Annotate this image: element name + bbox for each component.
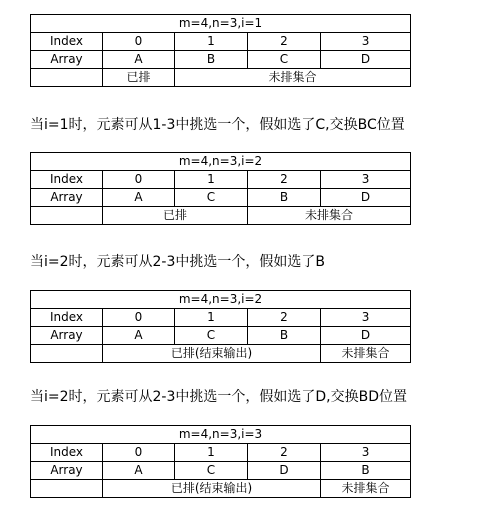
unsorted-label: 未排集合 (248, 207, 411, 225)
array-cell: B (248, 189, 321, 207)
index-cell: 2 (248, 444, 321, 462)
caption-1: 当i=1时，元素可从1-3中挑选一个，假如选了C,交换BC位置 (30, 117, 405, 133)
array-label: Array (31, 462, 103, 480)
partition-row (31, 480, 411, 498)
blank-cell (31, 69, 103, 87)
unsorted-label: 未排集合 (321, 345, 411, 363)
index-cell: 3 (321, 444, 411, 462)
index-cell: 0 (103, 309, 175, 327)
array-cell: C (175, 327, 248, 345)
partition-row (31, 69, 411, 87)
sorted-label: 已排(结束输出) (103, 345, 321, 363)
index-cell: 1 (175, 33, 248, 51)
index-cell: 2 (248, 309, 321, 327)
partition-row (31, 345, 411, 363)
index-label: Index (31, 171, 103, 189)
array-cell: A (103, 327, 175, 345)
sorted-label: 已排(结束输出) (103, 480, 321, 498)
array-cell: B (175, 51, 248, 69)
permutation-table-1 (30, 14, 411, 87)
array-cell: C (175, 189, 248, 207)
array-row (31, 189, 411, 207)
array-cell: A (103, 51, 175, 69)
partition-row (31, 207, 411, 225)
blank-cell (31, 480, 103, 498)
table-header: m=4,n=3,i=2 (31, 291, 411, 309)
permutation-table-2 (30, 152, 411, 225)
array-label: Array (31, 327, 103, 345)
index-cell: 3 (321, 309, 411, 327)
array-cell: D (321, 327, 411, 345)
index-cell: 0 (103, 171, 175, 189)
index-row (31, 444, 411, 462)
index-label: Index (31, 309, 103, 327)
caption-3: 当i=2时，元素可从2-3中挑选一个，假如选了D,交换BD位置 (30, 389, 408, 405)
index-row (31, 171, 411, 189)
array-cell: D (321, 51, 411, 69)
sorted-label: 已排 (103, 69, 175, 87)
index-cell: 0 (103, 444, 175, 462)
unsorted-label: 未排集合 (175, 69, 411, 87)
array-row (31, 51, 411, 69)
index-cell: 1 (175, 309, 248, 327)
index-row (31, 309, 411, 327)
blank-cell (31, 207, 103, 225)
index-cell: 1 (175, 171, 248, 189)
index-label: Index (31, 444, 103, 462)
array-cell: A (103, 189, 175, 207)
index-cell: 2 (248, 33, 321, 51)
index-cell: 1 (175, 444, 248, 462)
array-cell: B (248, 327, 321, 345)
table-header: m=4,n=3,i=3 (31, 426, 411, 444)
unsorted-label: 未排集合 (321, 480, 411, 498)
index-row (31, 33, 411, 51)
array-cell: C (175, 462, 248, 480)
array-label: Array (31, 51, 103, 69)
index-cell: 2 (248, 171, 321, 189)
caption-2: 当i=2时，元素可从2-3中挑选一个，假如选了B (30, 254, 325, 270)
index-label: Index (31, 33, 103, 51)
array-cell: D (248, 462, 321, 480)
array-label: Array (31, 189, 103, 207)
index-cell: 0 (103, 33, 175, 51)
array-cell: A (103, 462, 175, 480)
index-cell: 3 (321, 171, 411, 189)
permutation-table-3 (30, 290, 411, 363)
permutation-table-4 (30, 425, 411, 498)
sorted-label: 已排 (103, 207, 248, 225)
array-cell: D (321, 189, 411, 207)
array-row (31, 462, 411, 480)
array-row (31, 327, 411, 345)
array-cell: B (321, 462, 411, 480)
index-cell: 3 (321, 33, 411, 51)
table-header: m=4,n=3,i=1 (31, 15, 411, 33)
table-header: m=4,n=3,i=2 (31, 153, 411, 171)
blank-cell (31, 345, 103, 363)
array-cell: C (248, 51, 321, 69)
